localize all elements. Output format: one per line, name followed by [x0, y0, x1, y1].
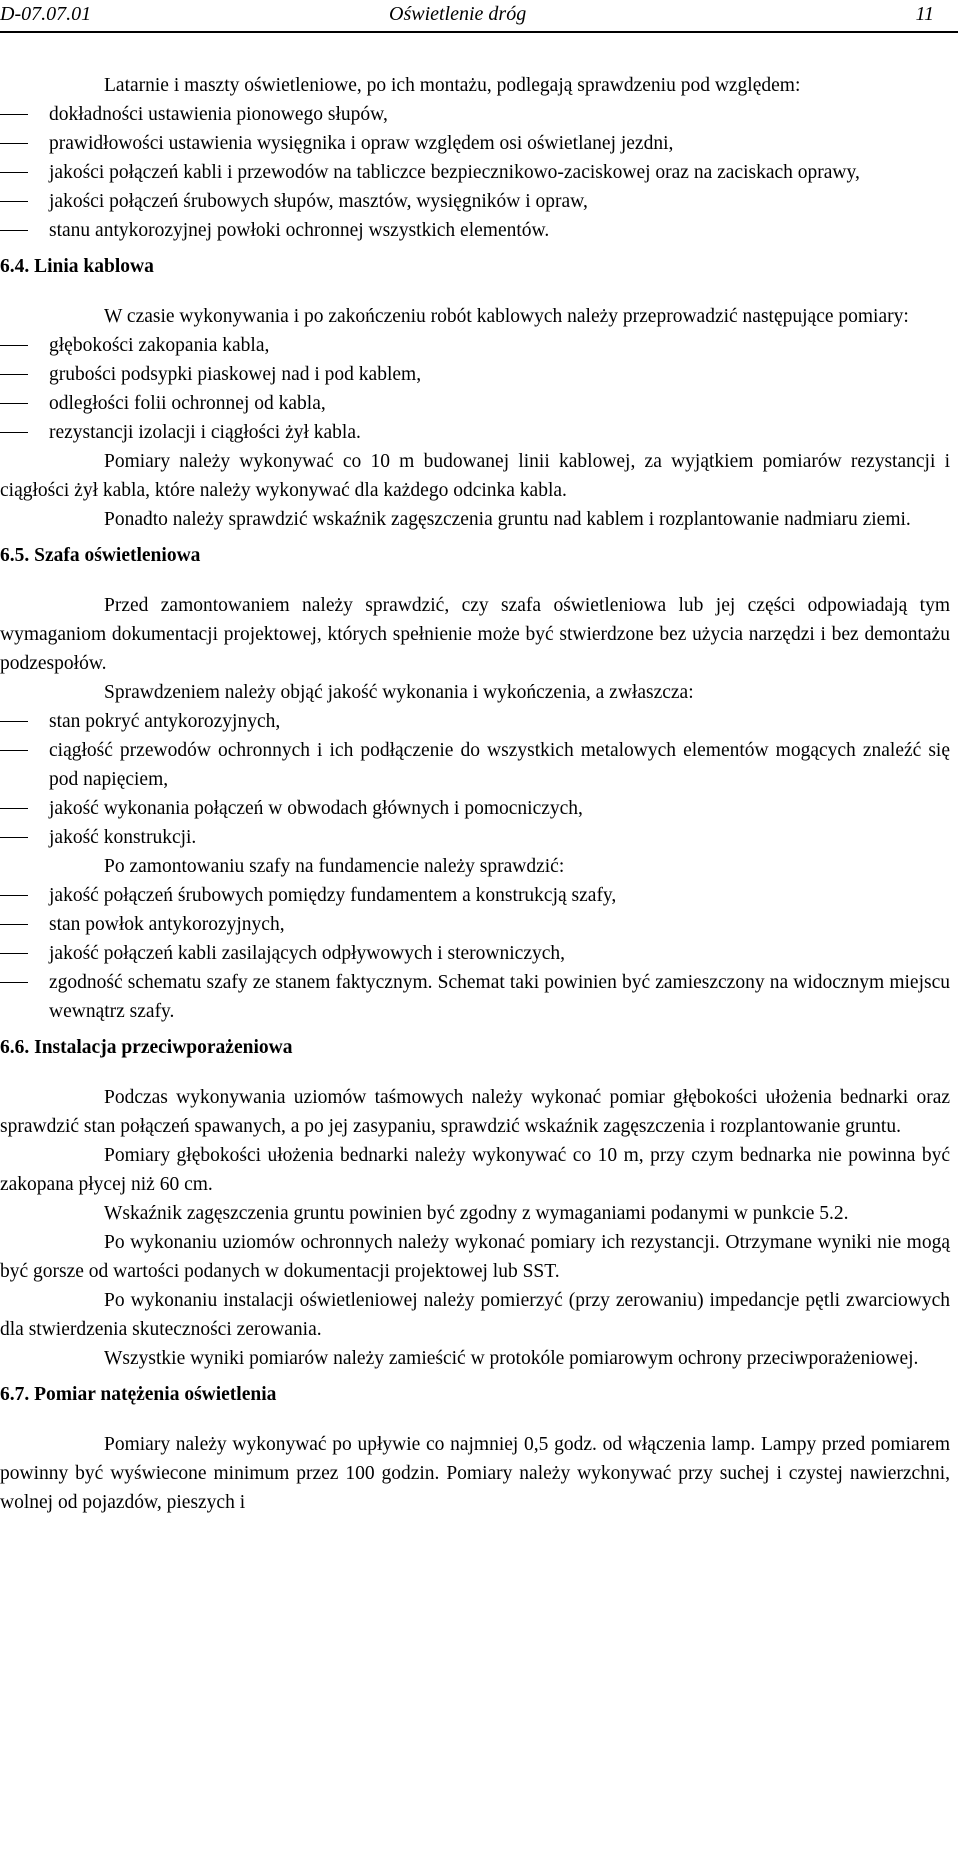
- section-6-4-paragraph-2: Pomiary należy wykonywać co 10 m budowanej linii kablowej, za wyjątkiem pomiarów rezystancji i ciągłości żył kabla, które należy wykonywać dla każdego odcinka kabla.: [0, 451, 950, 501]
- list-item-text: ciągłość przewodów ochronnych i ich podłączenie do wszystkich metalowych elementów mogących znaleźć się pod napięciem,: [49, 740, 950, 790]
- list-item-text: prawidłowości ustawienia wysięgnika i opraw względem osi oświetlanej jezdni,: [49, 133, 674, 154]
- section-6-6-paragraph-4: Po wykonaniu uziomów ochronnych należy wykonać pomiary ich rezystancji. Otrzymane wyniki nie mogą być gorsze od wartości podanych w dokumentacji projektowej lub SST.: [0, 1232, 950, 1282]
- section-heading-6-4: 6.4. Linia kablowa: [0, 256, 154, 277]
- dash-bullet: [0, 982, 28, 983]
- list-item-text: jakość połączeń śrubowych pomiędzy fundamentem a konstrukcją szafy,: [49, 885, 617, 906]
- list-item: [0, 360, 950, 389]
- section-6-4-list: [0, 331, 950, 447]
- list-item: [0, 389, 950, 418]
- intro-list: [0, 100, 950, 245]
- list-item: [0, 331, 950, 360]
- section-6-6-paragraph-2: Pomiary głębokości ułożenia bednarki należy wykonywać co 10 m, przy czym bednarka nie powinna być zakopana płycej niż 60 cm.: [0, 1145, 950, 1195]
- section-6-4-paragraph-3: Ponadto należy sprawdzić wskaźnik zagęszczenia gruntu nad kablem i rozplantowanie nadmiaru ziemi.: [104, 509, 911, 530]
- list-item-text: jakość wykonania połączeń w obwodach głównych i pomocniczych,: [49, 798, 583, 819]
- list-item: [0, 910, 950, 939]
- dash-bullet: [0, 750, 28, 751]
- document-title: Oświetlenie dróg: [389, 3, 527, 25]
- section-6-5-paragraph-3: Po zamontowaniu szafy na fundamencie należy sprawdzić:: [104, 856, 565, 877]
- dash-bullet: [0, 895, 28, 896]
- section-6-5-paragraph-1: Przed zamontowaniem należy sprawdzić, czy szafa oświetleniowa lub jej części odpowiadają tym wymaganiom dokumentacji projektowej, których spełnienie może być stwierdzone bez użycia narzędzi i bez demontażu podzespołów.: [0, 595, 950, 674]
- list-item: [0, 968, 950, 1026]
- section-6-4-paragraph-1: W czasie wykonywania i po zakończeniu robót kablowych należy przeprowadzić następujące pomiary:: [104, 306, 909, 327]
- dash-bullet: [0, 808, 28, 809]
- section-6-6-paragraph-1: Podczas wykonywania uziomów taśmowych należy wykonać pomiar głębokości ułożenia bednarki oraz sprawdzić stan połączeń spawanych, a po jej zasypaniu, sprawdzić wskaźnik zagęszczenia i rozplantowanie gruntu.: [0, 1087, 950, 1137]
- section-6-6-paragraph-3: Wskaźnik zagęszczenia gruntu powinien być zgodny z wymaganiami podanymi w punkcie 5.2.: [104, 1203, 849, 1224]
- list-item-text: jakości połączeń kabli i przewodów na tabliczce bezpiecznikowo-zaciskowej oraz na zaciskach oprawy,: [49, 162, 860, 183]
- intro-paragraph: Latarnie i maszty oświetleniowe, po ich montażu, podlegają sprawdzeniu pod względem:: [104, 75, 801, 96]
- section-6-6-paragraph-5: Po wykonaniu instalacji oświetleniowej należy pomierzyć (przy zerowaniu) impedancje pętli zwarciowych dla stwierdzenia skuteczności zerowania.: [0, 1290, 950, 1340]
- page-number: 11: [915, 3, 934, 25]
- list-item-text: odległości folii ochronnej od kabla,: [49, 393, 326, 414]
- list-item-text: jakości połączeń śrubowych słupów, masztów, wysięgników i opraw,: [49, 191, 588, 212]
- document-code: D-07.07.01: [0, 3, 92, 25]
- dash-bullet: [0, 143, 28, 144]
- section-heading-6-7: 6.7. Pomiar natężenia oświetlenia: [0, 1384, 277, 1405]
- dash-bullet: [0, 374, 28, 375]
- list-item-text: grubości podsypki piaskowej nad i pod kablem,: [49, 364, 422, 385]
- list-item: [0, 881, 950, 910]
- list-item: [0, 794, 950, 823]
- dash-bullet: [0, 432, 28, 433]
- dash-bullet: [0, 924, 28, 925]
- section-6-6-paragraph-6: Wszystkie wyniki pomiarów należy zamieścić w protokóle pomiarowym ochrony przeciwporażeniowej.: [104, 1348, 919, 1369]
- section-6-5-paragraph-2: Sprawdzeniem należy objąć jakość wykonania i wykończenia, a zwłaszcza:: [104, 682, 694, 703]
- list-item-text: zgodność schematu szafy ze stanem faktycznym. Schemat taki powinien być zamieszczony na widocznym miejscu wewnątrz szafy.: [49, 972, 950, 1022]
- dash-bullet: [0, 953, 28, 954]
- dash-bullet: [0, 403, 28, 404]
- list-item: [0, 100, 950, 129]
- page-content: [0, 71, 950, 1517]
- dash-bullet: [0, 837, 28, 838]
- list-item: [0, 707, 950, 736]
- list-item: [0, 823, 950, 852]
- list-item-text: stanu antykorozyjnej powłoki ochronnej wszystkich elementów.: [49, 220, 550, 241]
- list-item-text: stan powłok antykorozyjnych,: [49, 914, 285, 935]
- section-6-5-list-2: [0, 881, 950, 1026]
- list-item: [0, 216, 950, 245]
- page-header: [0, 0, 960, 36]
- list-item: [0, 158, 950, 187]
- list-item-text: głębokości zakopania kabla,: [49, 335, 270, 356]
- dash-bullet: [0, 114, 28, 115]
- section-6-7-paragraph: Pomiary należy wykonywać po upływie co najmniej 0,5 godz. od włączenia lamp. Lampy przed pomiarem powinny być wyświecone minimum przez 100 godzin. Pomiary należy wykonywać przy suchej i czystej nawierzchni, wolnej od pojazdów, pieszych i: [0, 1434, 950, 1513]
- list-item: [0, 187, 950, 216]
- list-item: [0, 939, 950, 968]
- dash-bullet: [0, 172, 28, 173]
- list-item: [0, 736, 950, 794]
- list-item-text: jakość połączeń kabli zasilających odpływowych i sterowniczych,: [49, 943, 566, 964]
- dash-bullet: [0, 345, 28, 346]
- section-heading-6-6: 6.6. Instalacja przeciwporażeniowa: [0, 1037, 293, 1058]
- section-heading-6-5: 6.5. Szafa oświetleniowa: [0, 545, 201, 566]
- header-rule: [0, 31, 958, 33]
- list-item: [0, 129, 950, 158]
- dash-bullet: [0, 201, 28, 202]
- list-item-text: stan pokryć antykorozyjnych,: [49, 711, 281, 732]
- list-item: [0, 418, 950, 447]
- dash-bullet: [0, 721, 28, 722]
- list-item-text: jakość konstrukcji.: [49, 827, 197, 848]
- list-item-text: rezystancji izolacji i ciągłości żył kabla.: [49, 422, 361, 443]
- list-item-text: dokładności ustawienia pionowego słupów,: [49, 104, 388, 125]
- section-6-5-list-1: [0, 707, 950, 852]
- dash-bullet: [0, 230, 28, 231]
